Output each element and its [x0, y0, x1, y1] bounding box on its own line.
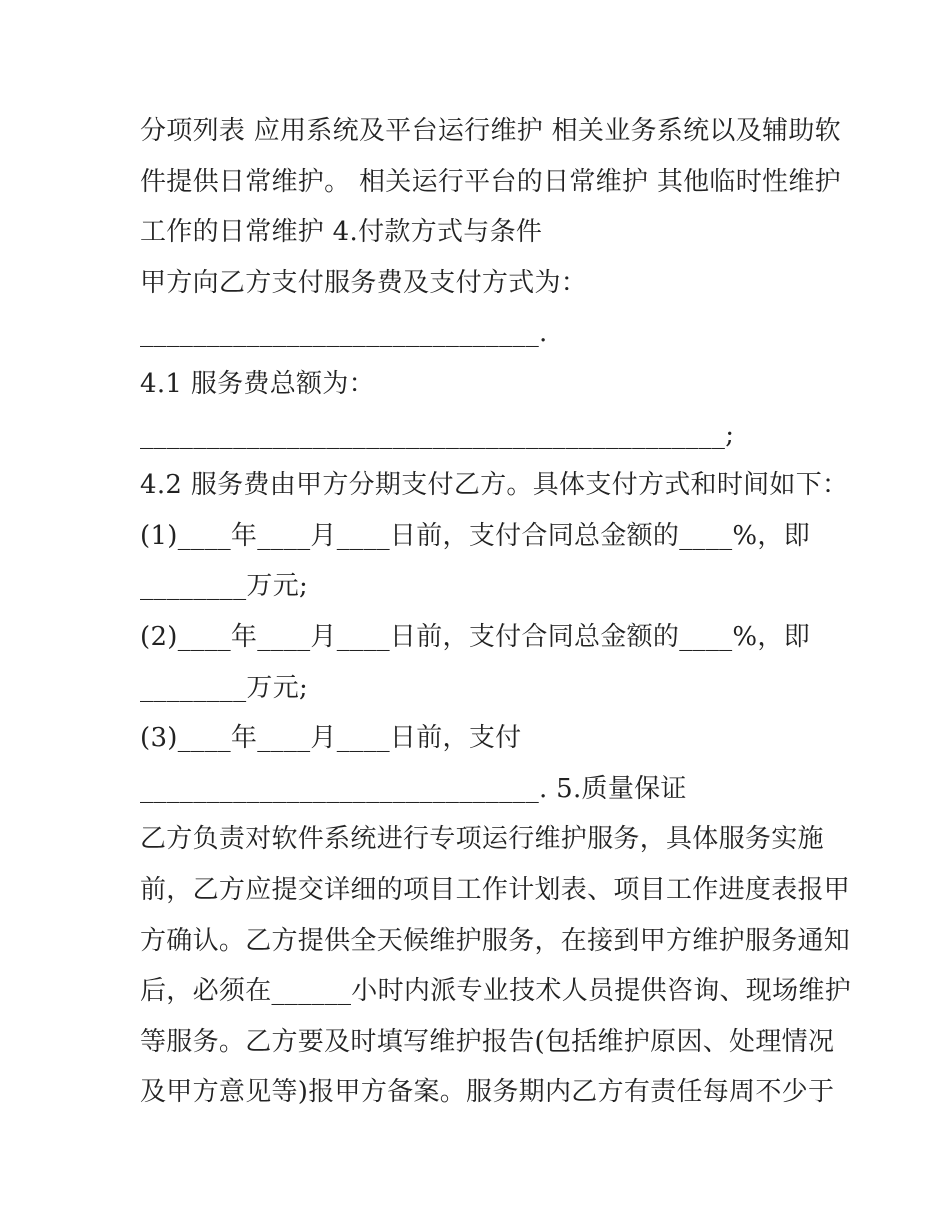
- text-line: 乙方负责对软件系统进行专项运行维护服务，具体服务实施: [140, 824, 824, 855]
- text-line: 方确认。乙方提供全天候维护服务，在接到甲方维护服务通知: [140, 925, 851, 956]
- text-line: 件提供日常维护。 相关运行平台的日常维护 其他临时性维护: [140, 166, 841, 197]
- payment-item-1-amount: ________万元;: [140, 571, 309, 602]
- text-line: 后，必须在______小时内派专业技术人员提供咨询、现场维护: [140, 976, 852, 1007]
- payment-item-2-amount: ________万元;: [140, 672, 309, 703]
- text-line: 分项列表 应用系统及平台运行维护 相关业务系统以及辅助软: [140, 116, 841, 146]
- text-line: 等服务。乙方要及时填写维护报告(包括维护原因、处理情况: [140, 1026, 835, 1057]
- blank-line: ______________________________.: [140, 318, 548, 349]
- text-line: 前，乙方应提交详细的项目工作计划表、项目工作进度表报甲: [140, 874, 851, 905]
- blank-line: ____________________________________________;: [140, 419, 735, 450]
- text-line: 工作的日常维护 4.付款方式与条件: [140, 217, 543, 248]
- text-line: 及甲方意见等)报甲方备案。服务期内乙方有责任每周不少于: [140, 1077, 835, 1108]
- payment-item-1: (1)____年____月____日前，支付合同总金额的____%，即: [140, 520, 811, 551]
- section-4-1-heading: 4.1 服务费总额为：: [140, 368, 375, 399]
- section-4-2-heading: 4.2 服务费由甲方分期支付乙方。具体支付方式和时间如下：: [140, 470, 849, 501]
- text-line: 甲方向乙方支付服务费及支付方式为：: [140, 267, 588, 298]
- payment-item-3: (3)____年____月____日前，支付: [140, 723, 522, 754]
- section-5-heading: ______________________________. 5.质量保证: [140, 773, 687, 804]
- payment-item-2: (2)____年____月____日前，支付合同总金额的____%，即: [140, 621, 811, 652]
- document-body: [140, 106, 852, 1118]
